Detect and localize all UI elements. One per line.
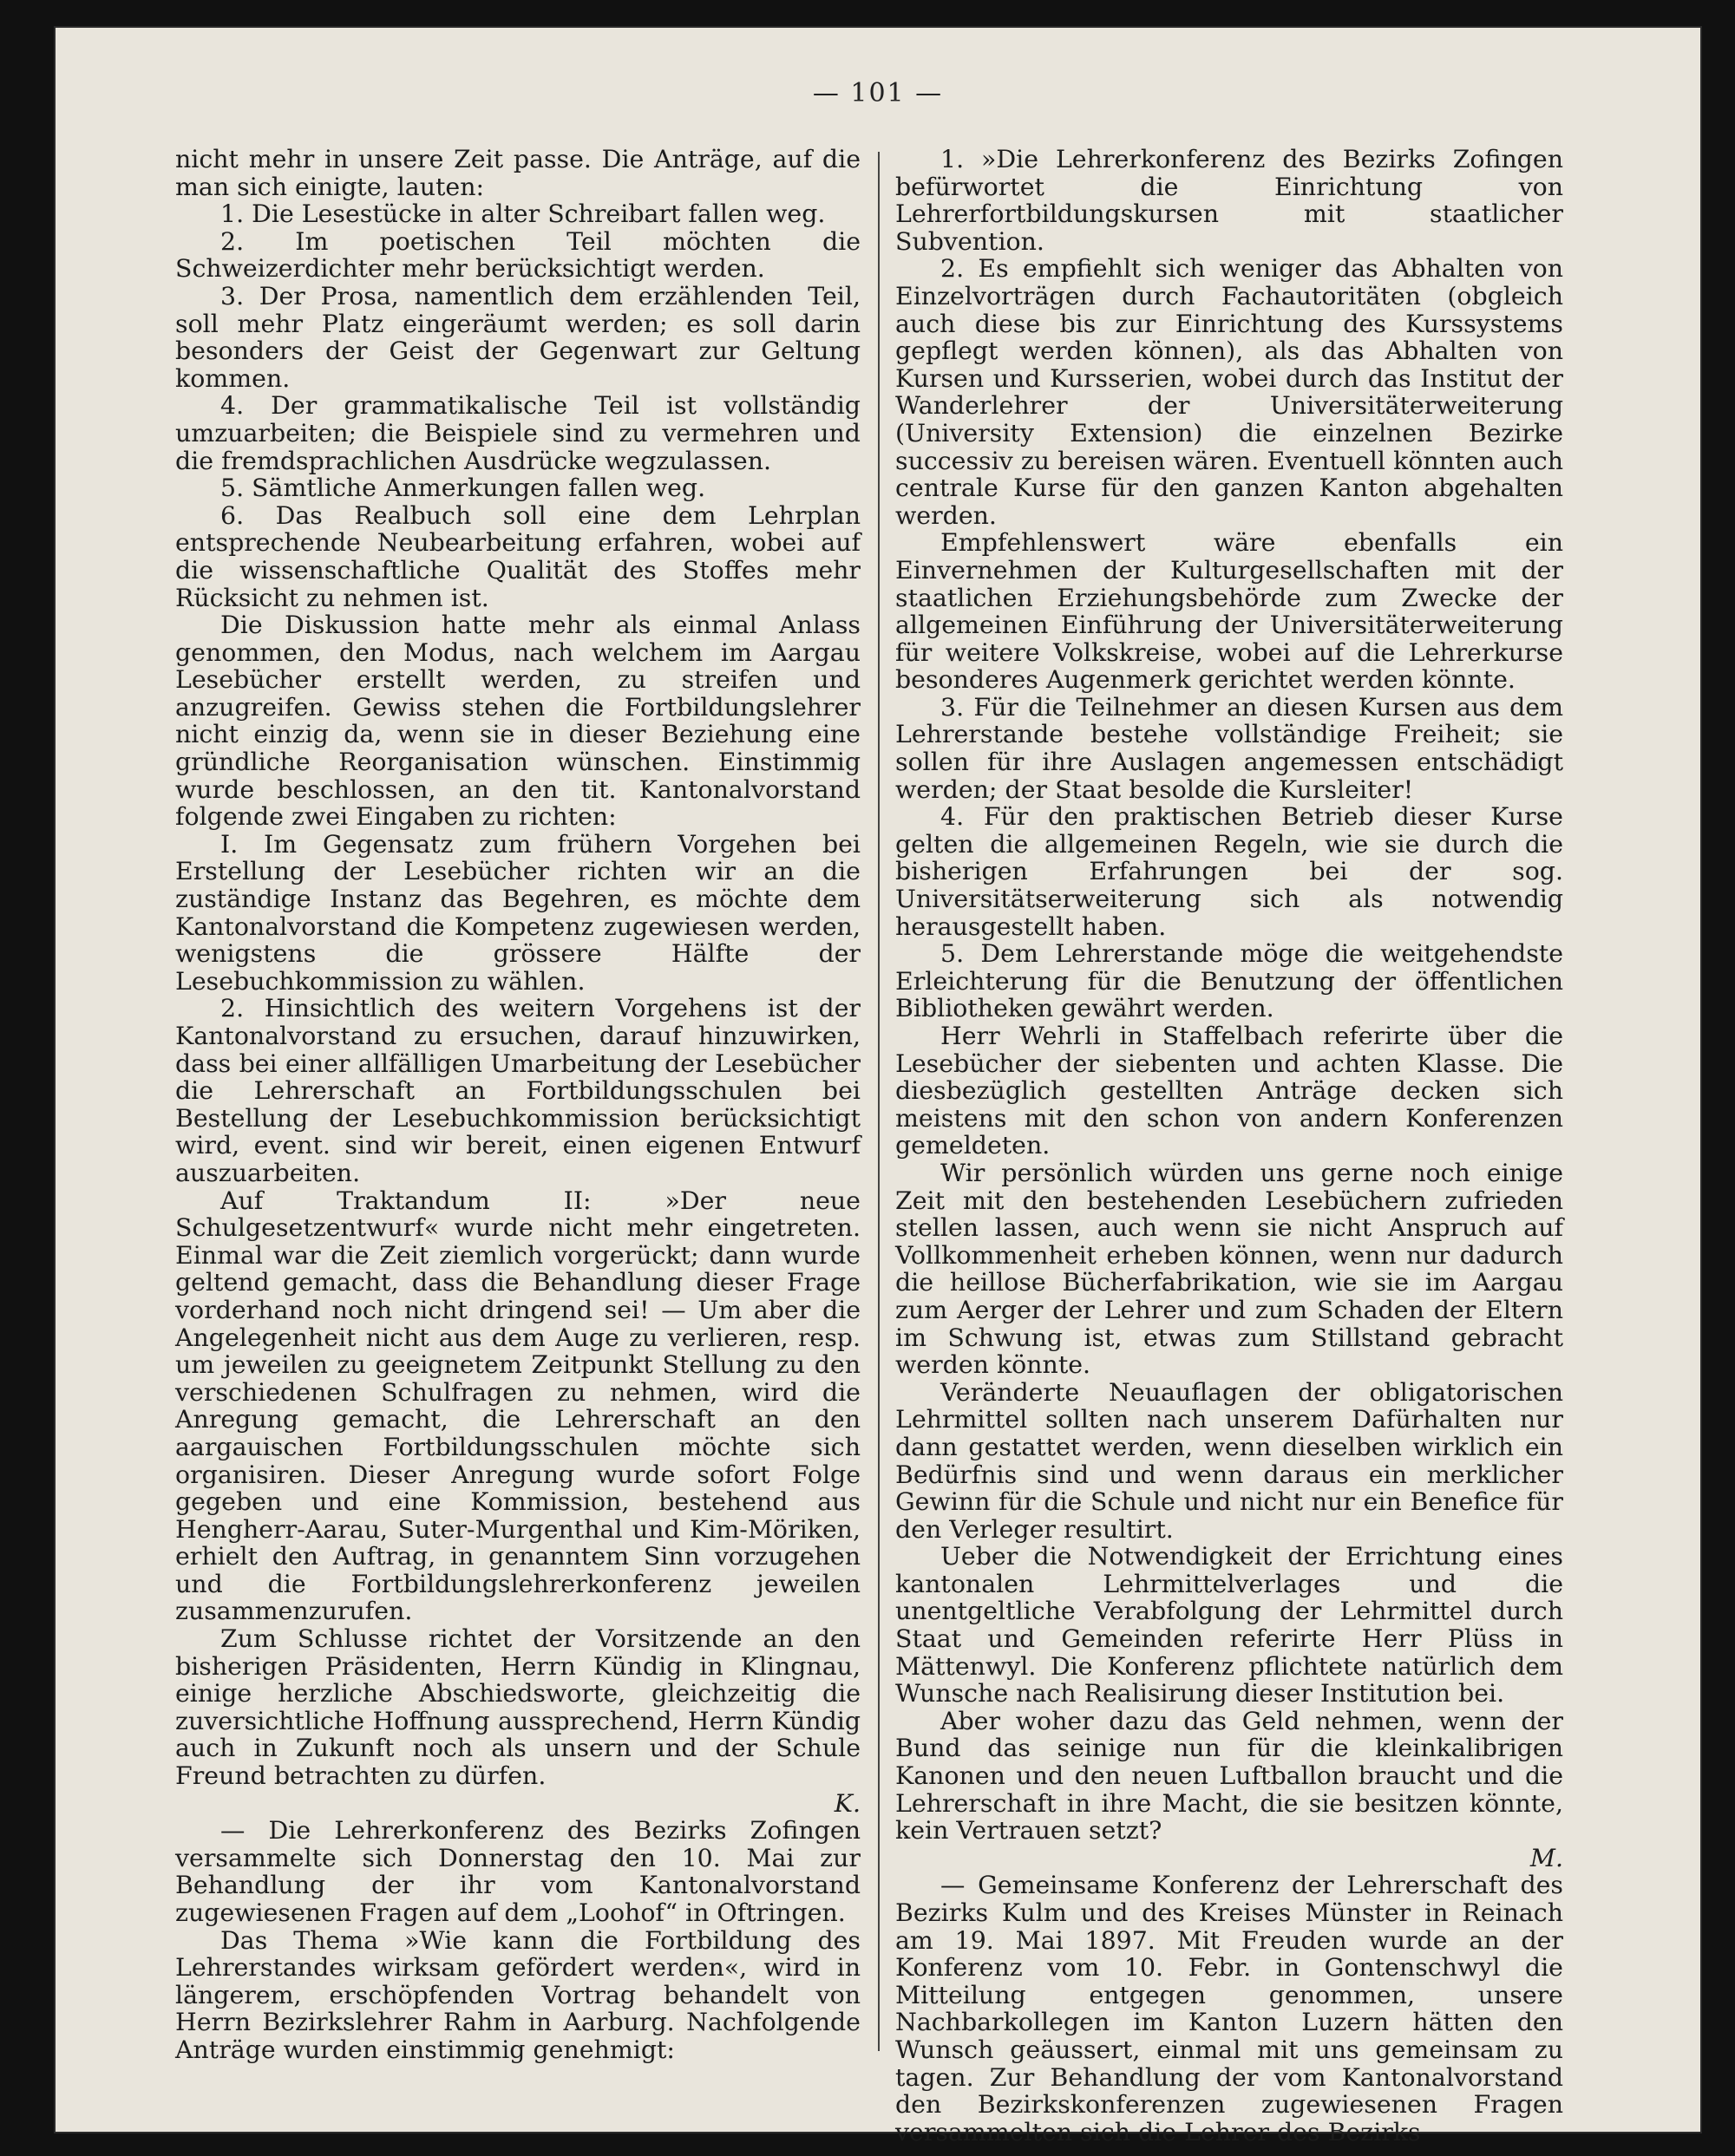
paragraph: 5. Dem Lehrerstande möge die weitgehendste Erleichterung für die Benutzung der öffentlichen Bibliotheken gewährt werden. — [895, 939, 1563, 1023]
paragraph: 4. Der grammatikalische Teil ist vollständig umzuarbeiten; die Beispiele sind zu vermehren und die fremdsprachlichen Ausdrücke wegzulassen. — [175, 391, 861, 475]
paragraph: 4. Für den praktischen Betrieb dieser Kurse gelten die allgemeinen Regeln, wie sie durch die bisherigen Erfahrungen bei der sog. Universitätserweiterung sich als notwendig herausgestellt haben. — [895, 802, 1563, 941]
left-column — [175, 146, 861, 2064]
paragraph: — Die Lehrerkonferenz des Bezirks Zofingen versammelte sich Donnerstag den 10. Mai zur Behandlung der ihr vom Kantonalvorstand zugewiesenen Fragen auf dem „Loohof“ in Oftringen. — [175, 1816, 861, 1927]
paragraph: Aber woher dazu das Geld nehmen, wenn der Bund das seinige nun für die kleinkalibrigen Kanonen und den neuen Luftballon braucht und die Lehrerschaft in ihre Macht, die sie besitzen könnte, kein Vertrauen setzt? — [895, 1706, 1563, 1846]
paragraph: Das Thema »Wie kann die Fortbildung des Lehrerstandes wirksam gefördert werden«, wird in längerem, erschöpfenden Vortrag behandelt von Herrn Bezirkslehrer Rahm in Aarburg. Nachfolgende Anträge wurden einstimmig genehmigt: — [175, 1925, 861, 2064]
paragraph: Zum Schlusse richtet der Vorsitzende an den bisherigen Präsidenten, Herrn Kündig in Klingnau, einige herzliche Abschiedsworte, gleichzeitig die zuversichtliche Hoffnung aussprechend, Herrn Kündig auch in Zukunft noch als unsern und der Schule Freund betrachten zu dürfen. — [175, 1624, 861, 1791]
paragraph: Empfehlenswert wäre ebenfalls ein Einvernehmen der Kulturgesellschaften mit der staatlichen Erziehungsbehörde zum Zwecke der allgemeinen Einführung der Universitäterweiterung für weitere Volkskreise, wobei auf die Lehrerkurse besonderes Augenmerk gerichtet werden könnte. — [895, 528, 1563, 695]
paragraph: — Gemeinsame Konferenz der Lehrerschaft des Bezirks Kulm und des Kreises Münster in Reinach am 19. Mai 1897. Mit Freuden wurde an der Konferenz vom 10. Febr. in Gontenschwyl die Mitteilung entgegen genommen, unsere Nachbarkollegen im Kanton Luzern hätten den Wunsch geäussert, einmal mit uns gemeinsam zu tagen. Zur Behandlung der vom Kantonalvorstand den Bezirkskonferenzen zugewiesenen Fragen versammelten sich die Lehrer des Bezirks — [895, 1871, 1563, 2146]
paragraph: Wir persönlich würden uns gerne noch einige Zeit mit den bestehenden Lesebüchern zufrieden stellen lassen, auch wenn sie nicht Anspruch auf Vollkommenheit erheben können, wenn nur dadurch die heillose Bücherfabrikation, wie sie im Aargau zum Aerger der Lehrer und zum Schaden der Eltern im Schwung ist, etwas zum Stillstand gebracht werden könnte. — [895, 1158, 1563, 1380]
paragraph: Veränderte Neuauflagen der obligatorischen Lehrmittel sollten nach unserem Dafürhalten nur dann gestattet werden, wenn dieselben wirklich ein Bedürfnis sind und wenn daraus ein merklicher Gewinn für die Schule und nicht nur ein Benefice für den Verleger resultirt. — [895, 1377, 1563, 1544]
page-number: — 101 — — [812, 78, 944, 108]
paragraph: I. Im Gegensatz zum frühern Vorgehen bei Erstellung der Lesebücher richten wir an die zuständige Instanz das Begehren, es möchte dem Kantonalvorstand die Kompetenz zugewiesen werden, wenigstens die grössere Hälfte der Lesebuchkommission zu wählen. — [175, 829, 861, 996]
paragraph: 1. Die Lesestücke in alter Schreibart fallen weg. — [220, 199, 826, 229]
paragraph: 2. Hinsichtlich des weitern Vorgehens ist der Kantonalvorstand zu ersuchen, darauf hinzuwirken, dass bei einer allfälligen Umarbeitung der Lesebücher die Lehrerschaft an Fortbildungsschulen bei Bestellung der Lesebuchkommission berücksichtigt wird, event. sind wir bereit, einen eigenen Entwurf auszuarbeiten. — [175, 994, 861, 1187]
paragraph: 3. Der Prosa, namentlich dem erzählenden Teil, soll mehr Platz eingeräumt werden; es soll darin besonders der Geist der Gegenwart zur Geltung kommen. — [175, 281, 861, 393]
paragraph: 1. »Die Lehrerkonferenz des Bezirks Zofingen befürwortet die Einrichtung von Lehrerfortbildungskursen mit staatlicher Subvention. — [895, 145, 1563, 256]
paragraph: 2. Es empfiehlt sich weniger das Abhalten von Einzelvorträgen durch Fachautoritäten (obgleich auch diese bis zur Einrichtung des Kurssystems gepflegt werden können), als das Abhalten von Kursen und Kursserien, wobei durch das Institut der Wanderlehrer der Universitäterweiterung (University Extension) die einzelnen Bezirke successiv zu bereisen wären. Eventuell könnten auch centrale Kurse für den ganzen Kanton abgehalten werden. — [895, 254, 1563, 530]
paragraph: 3. Für die Teilnehmer an diesen Kursen aus dem Lehrerstande bestehe vollständige Freiheit; sie sollen für ihre Auslagen angemessen entschädigt werden; der Staat besolde die Kursleiter! — [895, 692, 1563, 804]
column-divider — [878, 152, 880, 2051]
signature: K. — [834, 1788, 861, 1818]
paragraph: 5. Sämtliche Anmerkungen fallen weg. — [220, 474, 706, 503]
paragraph: Die Diskussion hatte mehr als einmal Anlass genommen, den Modus, nach welchem im Aargau Lesebücher erstellt werden, zu streifen und anzugreifen. Gewiss stehen die Fortbildungslehrer nicht einzig da, wenn sie in dieser Beziehung eine gründliche Reorganisation wünschen. Einstimmig wurde beschlossen, an den tit. Kantonalvorstand folgende zwei Eingaben zu richten: — [175, 611, 861, 832]
right-column — [895, 146, 1563, 2146]
newspaper-page — [54, 26, 1702, 2146]
signature: M. — [1529, 1843, 1563, 1872]
paragraph: nicht mehr in unsere Zeit passe. Die Anträge, auf die man sich einigte, lauten: — [175, 145, 861, 201]
paragraph: Auf Traktandum II: »Der neue Schulgesetzentwurf« wurde nicht mehr eingetreten. Einmal war die Zeit ziemlich vorgerückt; dann wurde geltend gemacht, dass die Behandlung dieser Frage vorderhand noch nicht dringend sei! — Um aber die Angelegenheit nicht aus dem Auge zu verlieren, resp. um jeweilen zu geeignetem Zeitpunkt Stellung zu den verschiedenen Schulfragen zu nehmen, wird die Anregung gemacht, die Lehrerschaft an den aargauischen Fortbildungsschulen möchte sich organisiren. Dieser Anregung wurde sofort Folge gegeben und eine Kommission, bestehend aus Hengherr-Aarau, Suter-Murgenthal und Kim-Möriken, erhielt den Auftrag, in genanntem Sinn vorzugehen und die Fortbildungslehrerkonferenz jeweilen zusammenzurufen. — [175, 1186, 861, 1626]
paragraph: Herr Wehrli in Staffelbach referirte über die Lesebücher der siebenten und achten Klasse. Die diesbezüglich gestellten Anträge decken sich meistens mit den schon von andern Konferenzen gemeldeten. — [895, 1022, 1563, 1160]
paragraph: Ueber die Notwendigkeit der Errichtung eines kantonalen Lehrmittelverlages und die unentgeltliche Verabfolgung der Lehrmittel durch Staat und Gemeinden referirte Herr Plüss in Mättenwyl. Die Konferenz pflichtete natürlich dem Wunsche nach Realisirung dieser Institution bei. — [895, 1542, 1563, 1708]
paragraph: 6. Das Realbuch soll eine dem Lehrplan entsprechende Neubearbeitung erfahren, wobei auf die wissenschaftliche Qualität des Stoffes mehr Rücksicht zu nehmen ist. — [175, 500, 861, 612]
paragraph: 2. Im poetischen Teil möchten die Schweizerdichter mehr berücksichtigt werden. — [175, 226, 861, 284]
